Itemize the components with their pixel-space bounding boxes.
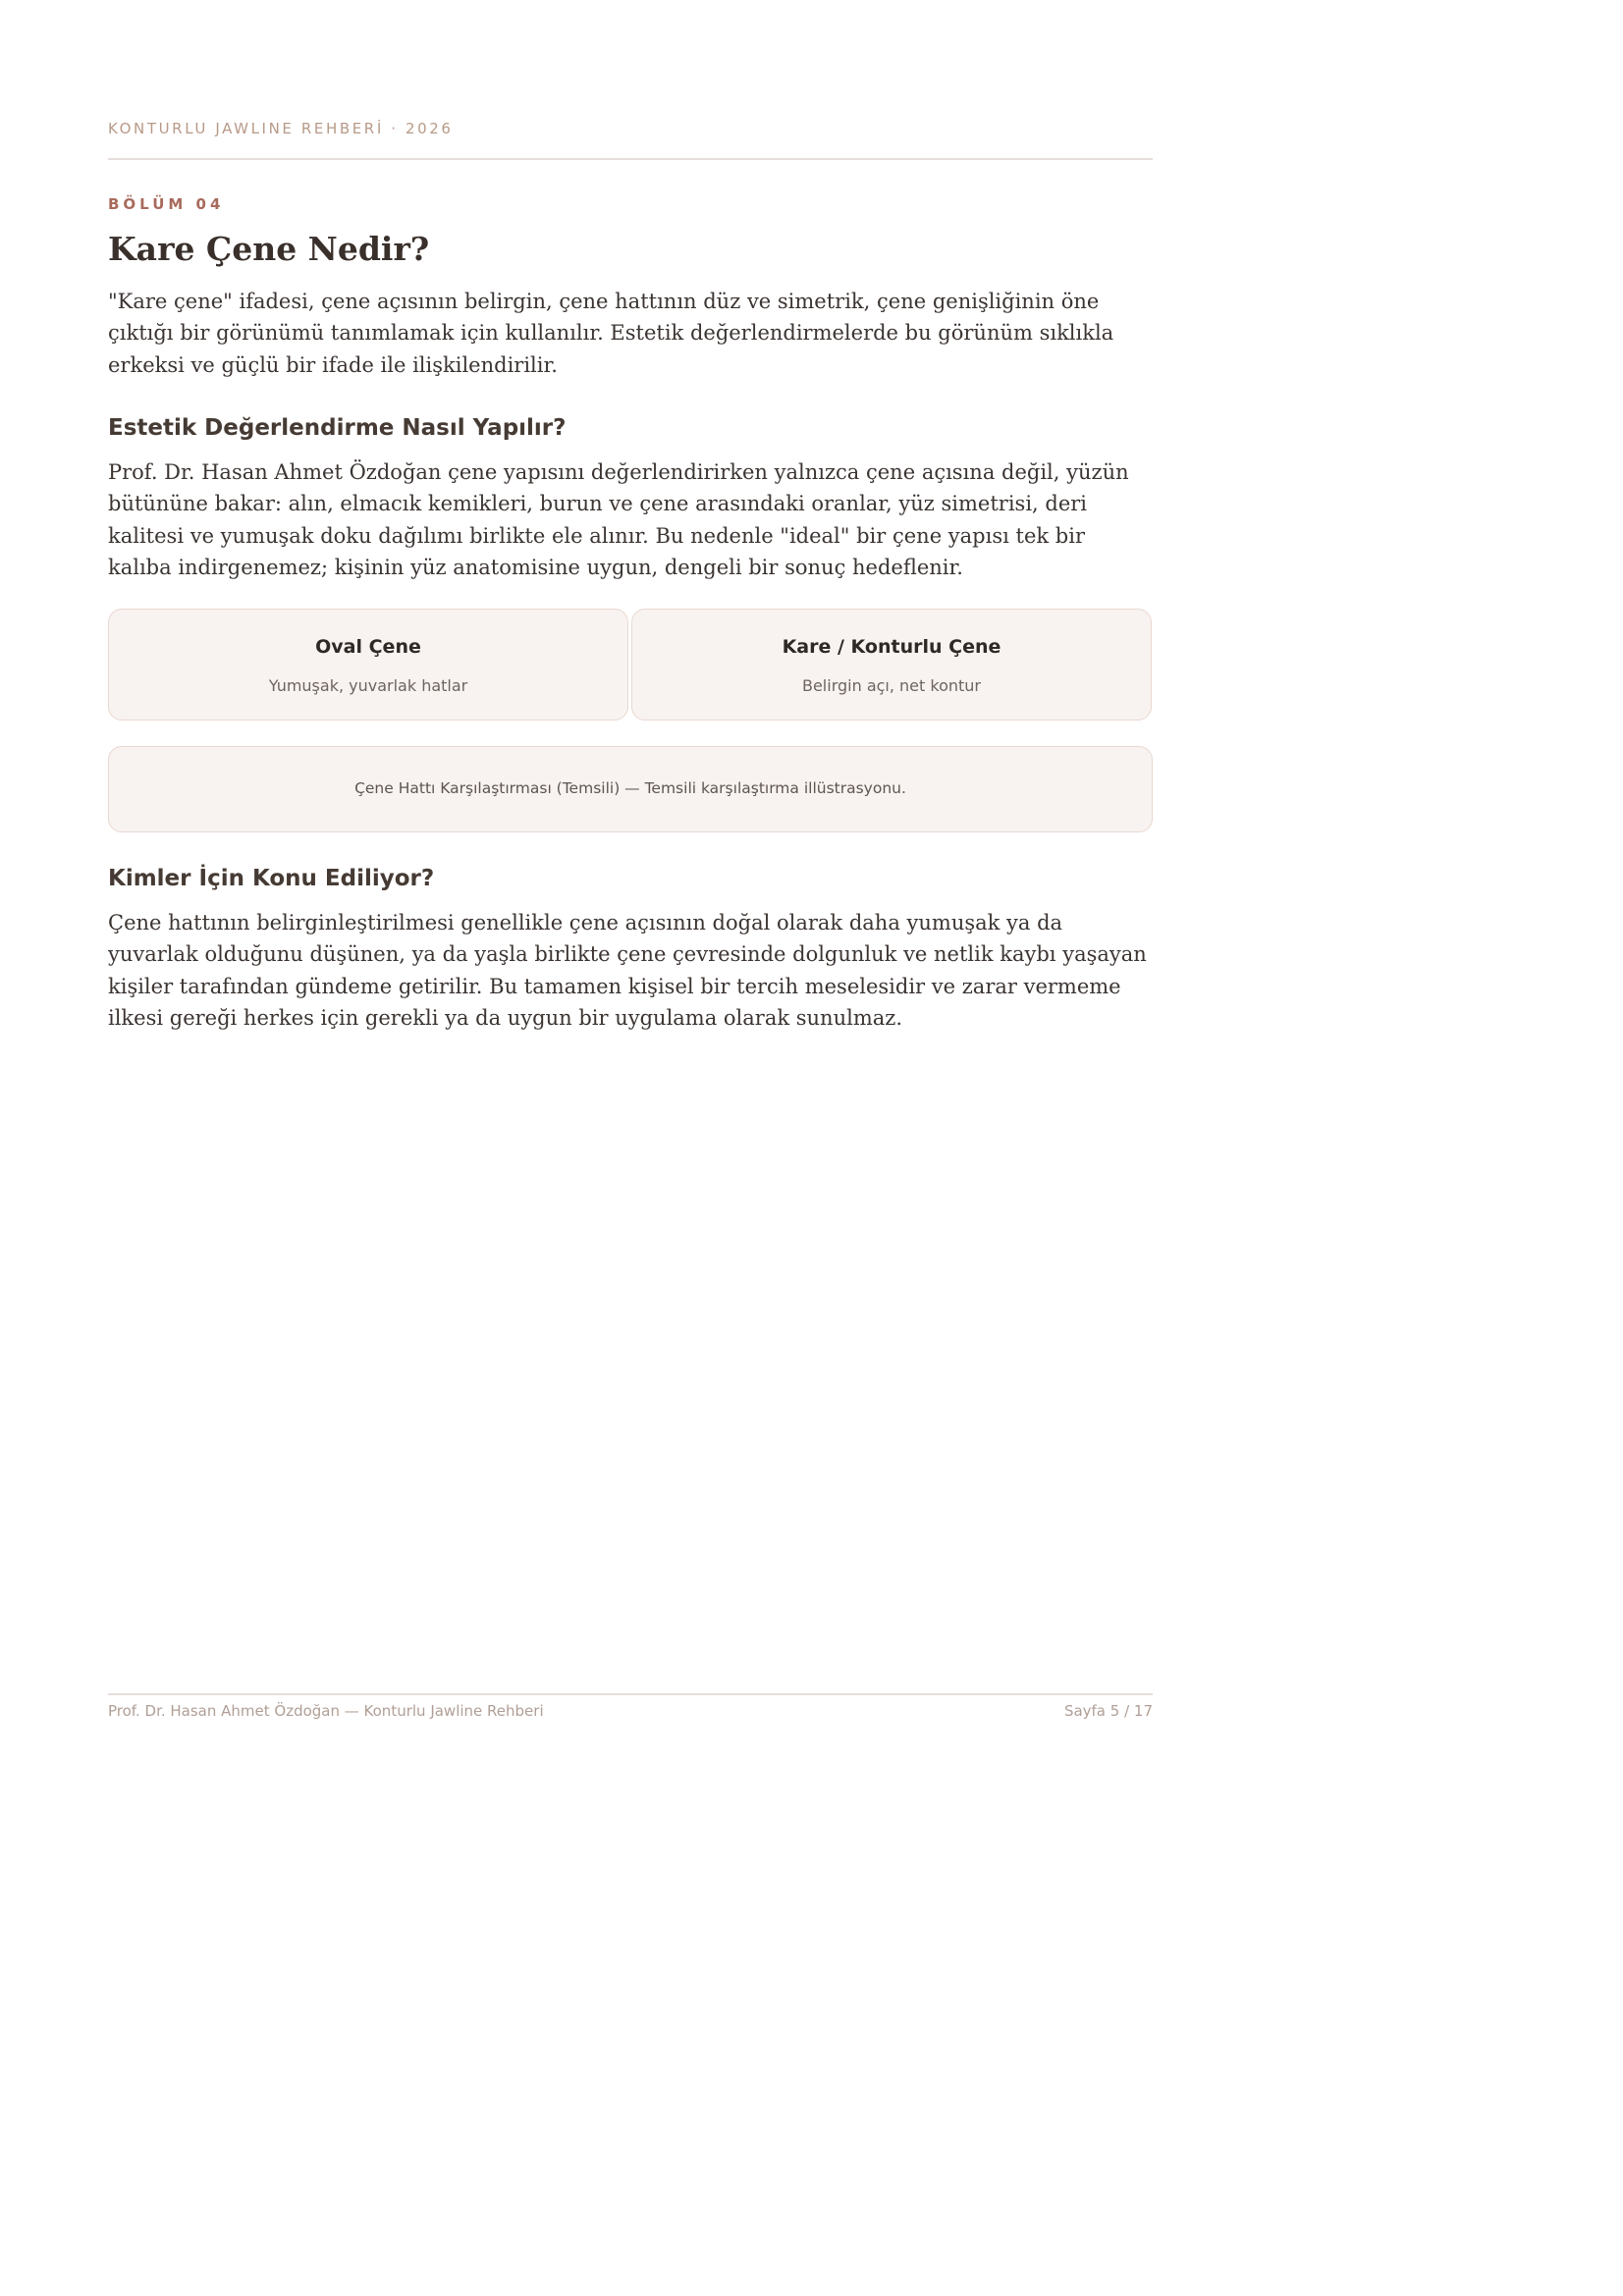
footer-credit: Prof. Dr. Hasan Ahmet Özdoğan — Konturlu Jawline Rehberi <box>108 1702 544 1720</box>
card-title: Oval Çene <box>315 636 421 658</box>
assessment-heading: Estetik Değerlendirme Nasıl Yapılır? <box>108 415 567 441</box>
card-subtitle: Yumuşak, yuvarlak hatlar <box>268 676 468 695</box>
intro-paragraph: "Kare çene" ifadesi, çene açısının belirgin, çene hattının düz ve simetrik, çene genişliğinin öne çıktığı bir görünümü tanımlamak için kullanılır. Estetik değerlendirmelerde bu görünüm sıklıkla erkeksi ve güçlü bir ifade ile ilişkilendirilir. <box>108 290 1114 377</box>
header-divider <box>108 158 1153 160</box>
document-page <box>108 0 1153 2296</box>
comparison-card-oval <box>108 609 628 721</box>
figure-caption: Çene Hattı Karşılaştırması (Temsili) — Temsili karşılaştırma illüstrasyonu. <box>354 779 906 797</box>
assessment-paragraph: Prof. Dr. Hasan Ahmet Özdoğan çene yapısını değerlendirirken yalnızca çene açısına değil, yüzün bütününe bakar: alın, elmacık kemikleri, burun ve çene arasındaki oranlar, yüz simetrisi, deri kalitesi ve yumuşak doku dağılımı birlikte ele alınır. Bu nedenle "ideal" bir çene yapısı tek bir kalıba indirgenemez; kişinin yüz anatomisine uygun, dengeli bir sonuç hedeflenir. <box>108 460 1129 579</box>
card-subtitle: Belirgin açı, net kontur <box>801 676 981 695</box>
footer-divider <box>108 1693 1153 1695</box>
comparison-card-square <box>631 609 1152 721</box>
comparison-figure <box>108 746 1153 832</box>
section-kicker: BÖLÜM 04 <box>108 195 225 213</box>
card-title: Kare / Konturlu Çene <box>782 636 1001 658</box>
section-title: Kare Çene Nedir? <box>108 230 430 268</box>
page-number: Sayfa 5 / 17 <box>1063 1702 1153 1720</box>
audience-paragraph: Çene hattının belirginleştirilmesi genellikle çene açısının doğal olarak daha yumuşak ya da yuvarlak olduğunu düşünen, ya da yaşla birlikte çene çevresinde dolgunluk ve netlik kaybı yaşayan kişiler tarafından gündeme getirilir. Bu tamamen kişisel bir tercih meselesidir ve zarar vermeme ilkesi gereği herkes için gerekli ya da uygun bir uygulama olarak sunulmaz. <box>108 911 1147 1030</box>
audience-heading: Kimler İçin Konu Ediliyor? <box>108 866 435 891</box>
running-header: KONTURLU JAWLINE REHBERİ · 2026 <box>108 120 454 137</box>
